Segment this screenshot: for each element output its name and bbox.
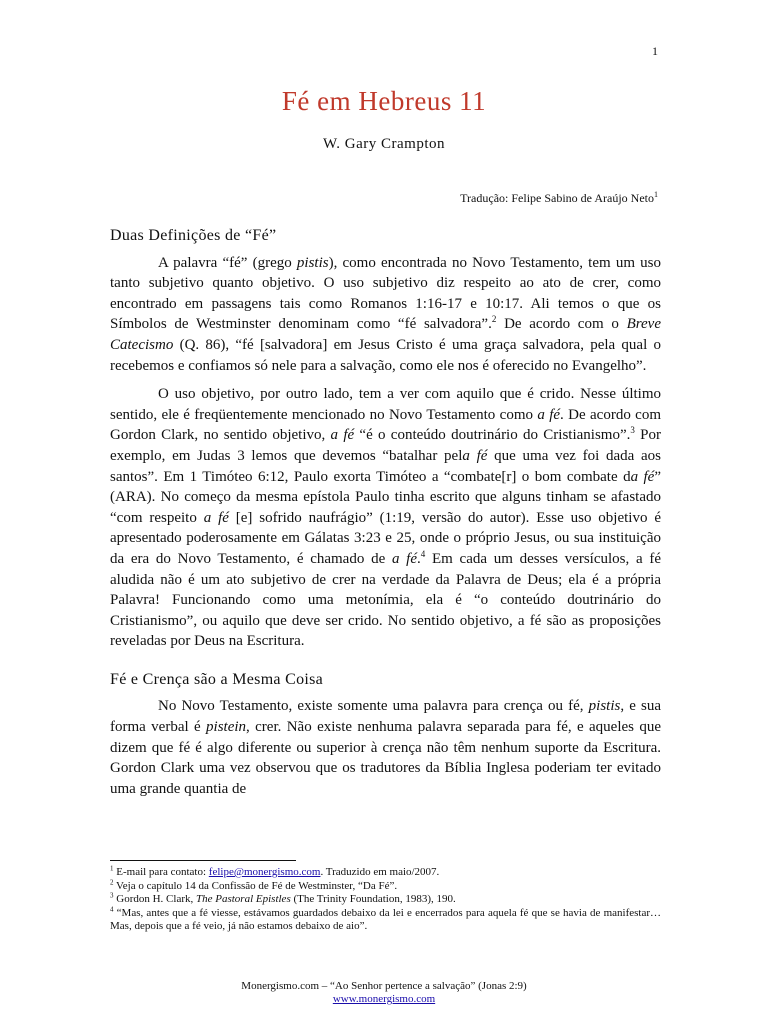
footnote-separator [110,860,296,861]
author-name: W. Gary Crampton [322,136,445,152]
text-run: ), como encontrada no Novo Testamento, tem um uso tanto subjetivo quanto objetivo. O uso subjetivo diz respeito ao ato de crer, como encontrado em passagens tais como Romanos 1:16-17 e 10:17. Ali temos o que os Símbolos de Westminster denominam como “fé salvadora”. [110,254,661,333]
text-run: . De acordo com Gordon Clark, no sentido objetivo, [110,406,661,444]
text-run: De acordo com o [496,316,627,333]
paragraph [110,384,661,652]
text-run: , crer. Não existe nenhuma palavra separada para fé, e aqueles que dizem que fé é algo diferente ou superior à crença não têm nenhum suporte da Escritura. Gordon Clark uma vez observou que os tradutores da Bíblia Inglesa poderiam ter evitado uma grande quantia de [110,719,662,797]
footnote-4 [110,904,661,934]
footnote-number: 4 [110,904,114,913]
italic-term: Breve Catecismo [110,316,661,353]
section-heading-faith-belief: Fé e Crença são a Mesma Coisa [110,670,324,688]
footnote-text: (The Trinity Foundation, 1983), 190. [290,893,456,905]
footnote-2 [110,877,661,894]
footnote-ref-4: 4 [420,548,426,559]
footnote-number: 3 [110,891,114,900]
footnotes [110,866,661,934]
paragraph [110,696,661,799]
text-run: , e sua forma verbal é [110,698,662,736]
website-link[interactable]: www.monergismo.com [332,993,436,1005]
text-run: A palavra “fé” (grego [158,254,297,271]
footnote-number: 1 [110,864,114,873]
text-run: (Q. 86), “fé [salvadora] em Jesus Cristo é uma graça salvadora, pela qual o recebemos e confiamos só nele para a salvação, como ele nos é oferecido no Evangelho”. [110,336,661,374]
italic-term: a fé [537,406,561,423]
footnote-3 [110,893,661,907]
footnote-text: Veja o capítulo 14 da Confissão de Fé de Westminster, “Da Fé”. [113,879,398,892]
italic-term: a fé [391,550,418,567]
book-title: The Pastoral Epistles [196,893,291,905]
footnote-text: E-mail para contato: [113,866,209,878]
page-footer [0,980,768,1006]
footnote-1 [110,866,661,880]
text-run: [e] sofrido naufrágio” (1:19, versão do autor). Esse uso objetivo é apresentado poderosamente em Gálatas 3:23 e 25, onde o próprio Jesus, ou sua instituição da era do Novo Testamento, é chamado de [110,509,661,567]
footnote-ref-2: 2 [491,314,497,325]
paragraph [110,253,661,377]
main-content [110,226,661,807]
footer-motto: Monergismo.com – “Ao Senhor pertence a salvação” (Jonas 2:9) [241,980,527,992]
italic-term: a fé [330,427,355,444]
italic-term: pistis [296,254,329,271]
italic-term: a fé [462,447,488,464]
text-run: ” (ARA). No começo da mesma epístola Paulo tinha escrito que alguns tinham se afastado “com respeito [110,468,662,526]
italic-term: a fé [630,468,655,485]
text-run: Por exemplo, em Judas 3 lemos que devemos “batalhar pel [110,427,661,464]
footnote-text: Gordon H. Clark, [113,893,196,905]
translation-credit [460,190,658,206]
text-run: que uma vez foi dada aos santos”. Em 1 Timóteo 6:12, Paulo exorta Timóteo a “combate[r] o bom combate d [110,447,662,485]
footnote-ref-1: 1 [654,190,658,199]
document-title: Fé em Hebreus 11 [281,86,487,116]
footnote-number: 2 [110,877,114,886]
italic-term: a fé [203,509,229,526]
section-heading-definitions: Duas Definições de “Fé” [110,227,277,244]
text-run: O uso objetivo, por outro lado, tem a ver com aquilo que é crido. Nesse último sentido, ele é freqüentemente mencionado no Novo Testamento como [110,386,661,423]
text-run: “é o conteúdo doutrinário do Cristianismo”. [354,427,631,444]
footnote-text: . Traduzido em maio/2007. [320,866,440,878]
text-run: Em cada um desses versículos, a fé aludida não é um ato subjetivo de crer na verdade da Palavra de Deus; ela é a própria Palavra! Funcionando como uma metonímia, ela é “o conteúdo doutrinário do Cristianismo”, ou aquilo que deve ser crido. No sentido objetivo, a fé são as proposições reveladas por Deus na Escritura. [110,550,662,650]
italic-term: pistein [206,719,247,736]
footnote-ref-3: 3 [630,425,635,436]
text-run: No Novo Testamento, existe somente uma palavra para crença ou fé, [158,698,589,715]
email-link[interactable]: felipe@monergismo.com [208,866,321,878]
page-number: 1 [652,44,658,58]
text-run: . [417,550,421,567]
translation-text: Tradução: Felipe Sabino de Araújo Neto [460,191,654,205]
italic-term: pistis [588,698,621,715]
footnote-text: “Mas, antes que a fé viesse, estávamos guardados debaixo da lei e encerrados para aquela fé que se havia de manifestar… Mas, depois que a fé veio, já não estamos debaixo de aio”. [110,906,661,932]
